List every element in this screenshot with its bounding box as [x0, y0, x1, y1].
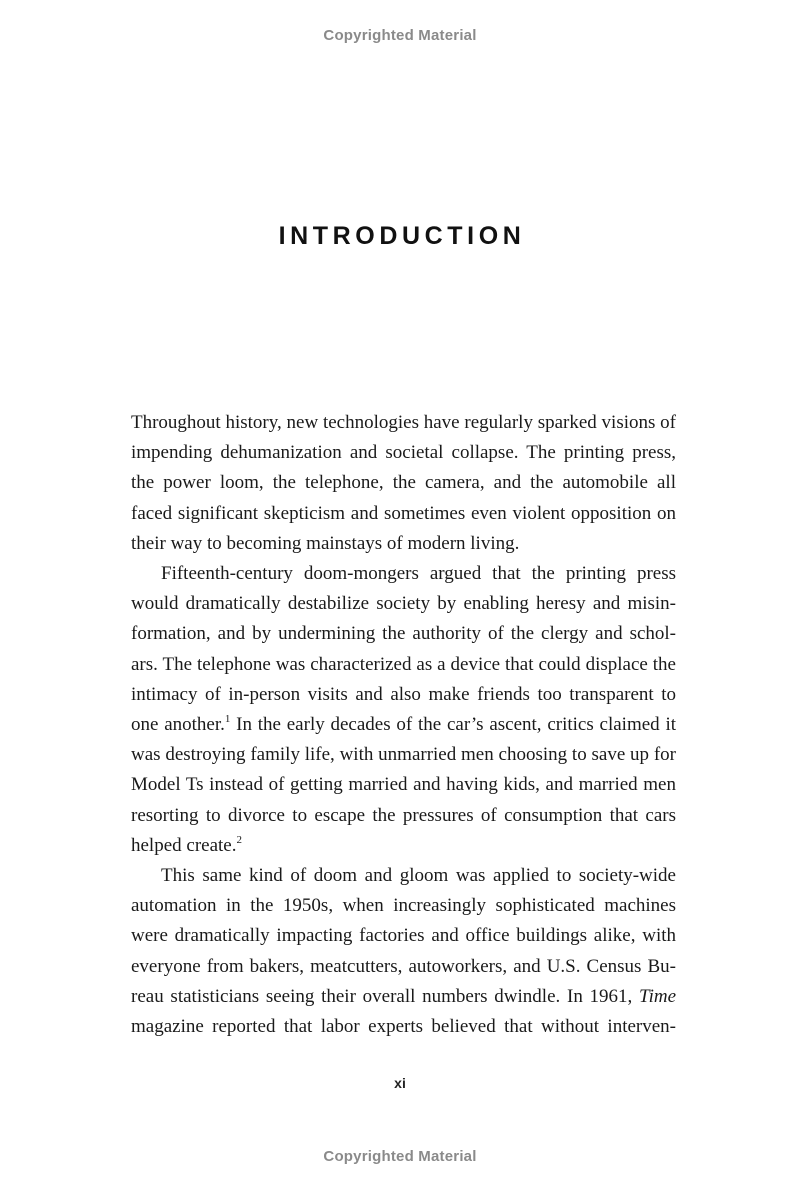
text-line — [131, 982, 676, 1012]
text-line: Model Ts instead of getting married and having kids, and married men — [131, 774, 676, 796]
text-line — [131, 710, 676, 740]
paragraph-1 — [131, 408, 676, 559]
text-line: ars. The telephone was characterized as a device that could displace the — [131, 653, 676, 675]
text-line: automation in the 1950s, when increasingly sophisticated machines — [131, 895, 676, 917]
body-text — [131, 408, 676, 1042]
line-text: reau statisticians seeing their overall numbers dwindle. In 1961, — [131, 985, 640, 1007]
line-text: helped create. — [131, 834, 237, 856]
page-number: xi — [394, 1075, 406, 1091]
text-line — [131, 680, 676, 710]
footnote-ref[interactable]: 1 — [224, 712, 231, 725]
text-line: impending dehumanization and societal collapse. The printing press, — [131, 442, 676, 464]
italic-title: Time — [639, 985, 676, 1007]
chapter-title: INTRODUCTION — [278, 222, 526, 250]
line-text: intimacy of in-person visits and also make friends too transparent to — [131, 683, 676, 705]
text-line: their way to becoming mainstays of modern living. — [131, 532, 520, 554]
text-line — [131, 831, 676, 861]
copyright-header: Copyrighted Material — [323, 27, 477, 44]
text-line: magazine reported that labor experts believed that without interven- — [131, 1016, 676, 1038]
text-line: were dramatically impacting factories and office buildings alike, with — [131, 925, 676, 947]
text-line: resorting to divorce to escape the pressures of consumption that cars — [131, 804, 676, 826]
line-text: In the early decades of the car’s ascent, critics claimed it — [230, 714, 677, 736]
text-line: the power loom, the telephone, the camera, and the automobile all — [131, 472, 676, 494]
paragraph-3 — [131, 861, 676, 1042]
copyright-footer: Copyrighted Material — [323, 1148, 477, 1165]
text-line: formation, and by undermining the authority of the clergy and schol- — [131, 623, 676, 645]
text-line: everyone from bakers, meatcutters, autoworkers, and U.S. Census Bu- — [131, 955, 676, 977]
text-line: Throughout history, new technologies have regularly sparked visions of — [131, 412, 676, 433]
text-line: This same kind of doom and gloom was applied to society-wide — [161, 865, 676, 887]
line-text: one another. — [131, 714, 225, 736]
text-line: was destroying family life, with unmarried men choosing to save up for — [131, 744, 676, 766]
text-line: would dramatically destabilize society by enabling heresy and misin- — [131, 593, 676, 615]
paragraph-2 — [131, 559, 676, 861]
footnote-ref[interactable]: 2 — [236, 833, 242, 846]
text-line: Fifteenth-century doom-mongers argued that the printing press — [161, 563, 676, 585]
text-line: faced significant skepticism and sometimes even violent opposition on — [131, 502, 676, 524]
